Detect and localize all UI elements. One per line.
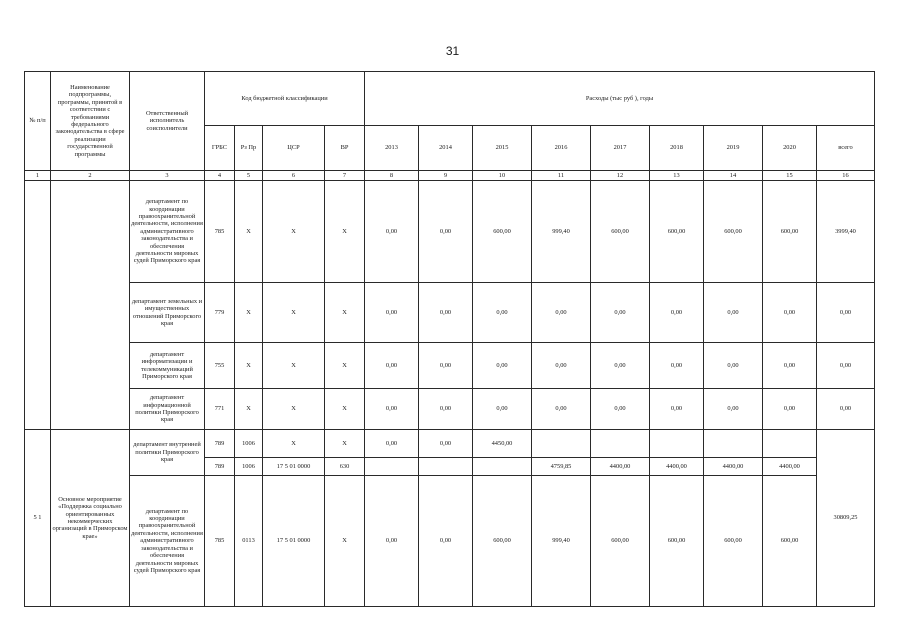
row-name-empty — [51, 181, 130, 430]
header-year-2019: 2019 — [704, 126, 763, 171]
value-2016: 0,00 — [532, 283, 591, 343]
table-row — [25, 476, 875, 607]
csr-cell: X — [263, 283, 325, 343]
table-row — [25, 343, 875, 389]
value-2015: 0,00 — [473, 389, 532, 430]
column-number: 11 — [532, 171, 591, 181]
value-2015 — [473, 458, 532, 476]
value-2020: 0,00 — [763, 343, 817, 389]
grbs-cell: 785 — [205, 476, 235, 607]
rzpr-cell: X — [235, 389, 263, 430]
column-number: 4 — [205, 171, 235, 181]
column-number: 9 — [419, 171, 473, 181]
header-year-2015: 2015 — [473, 126, 532, 171]
value-2014: 0,00 — [419, 430, 473, 458]
value-2015: 0,00 — [473, 283, 532, 343]
rzpr-cell: 1006 — [235, 458, 263, 476]
csr-cell: X — [263, 389, 325, 430]
value-2017: 600,00 — [591, 476, 650, 607]
column-number: 3 — [130, 171, 205, 181]
value-2018: 0,00 — [650, 283, 704, 343]
value-2020: 0,00 — [763, 389, 817, 430]
csr-cell: 17 5 01 0000 — [263, 458, 325, 476]
value-total: 3999,40 — [817, 181, 875, 283]
csr-cell: 17 5 01 0000 — [263, 476, 325, 607]
value-2020: 600,00 — [763, 476, 817, 607]
header-vr: ВР — [325, 126, 365, 171]
rzpr-cell: 1006 — [235, 430, 263, 458]
grbs-cell: 789 — [205, 430, 235, 458]
header-grbs: ГРБС — [205, 126, 235, 171]
grbs-cell: 771 — [205, 389, 235, 430]
value-2013: 0,00 — [365, 430, 419, 458]
value-total: 0,00 — [817, 389, 875, 430]
value-2017: 4400,00 — [591, 458, 650, 476]
value-2019: 600,00 — [704, 181, 763, 283]
value-2017: 0,00 — [591, 343, 650, 389]
section-name: Основное мероприятие «Поддержка социально ориентированных некоммерческих организаций в Приморском крае» — [51, 430, 130, 607]
value-2013 — [365, 458, 419, 476]
value-2018: 0,00 — [650, 343, 704, 389]
value-2015: 600,00 — [473, 476, 532, 607]
rzpr-cell: X — [235, 181, 263, 283]
value-2017: 0,00 — [591, 389, 650, 430]
csr-cell: X — [263, 430, 325, 458]
vr-cell: X — [325, 476, 365, 607]
header-year-2018: 2018 — [650, 126, 704, 171]
column-number: 12 — [591, 171, 650, 181]
vr-cell: 630 — [325, 458, 365, 476]
value-2017: 0,00 — [591, 283, 650, 343]
header-year-2013: 2013 — [365, 126, 419, 171]
value-2015: 600,00 — [473, 181, 532, 283]
value-2013: 0,00 — [365, 181, 419, 283]
rzpr-cell: X — [235, 283, 263, 343]
header-exec: Ответственный исполнитель соисполнители — [130, 72, 205, 171]
executor-cell: департамент по координации правоохранительной деятельности, исполнения административного законодательства и обеспечения деятельности мировых судей Приморского края — [130, 181, 205, 283]
budget-table — [24, 71, 875, 607]
value-2014 — [419, 458, 473, 476]
column-number: 2 — [51, 171, 130, 181]
table-row — [25, 389, 875, 430]
csr-cell: X — [263, 181, 325, 283]
executor-cell: департамент информационной политики Приморского края — [130, 389, 205, 430]
executor-cell: департамент информатизации и телекоммуникаций Приморского края — [130, 343, 205, 389]
vr-cell: X — [325, 389, 365, 430]
value-2016: 0,00 — [532, 343, 591, 389]
table-row — [25, 283, 875, 343]
value-2016: 0,00 — [532, 389, 591, 430]
header-year-2017: 2017 — [591, 126, 650, 171]
grbs-cell: 779 — [205, 283, 235, 343]
column-number: 6 — [263, 171, 325, 181]
value-2019: 0,00 — [704, 389, 763, 430]
grbs-cell: 789 — [205, 458, 235, 476]
value-2015: 0,00 — [473, 343, 532, 389]
header-year-2016: 2016 — [532, 126, 591, 171]
value-2018: 4400,00 — [650, 458, 704, 476]
executor-cell: департамент по координации правоохранительной деятельности, исполнения административного законодательства и обеспечения деятельности мировых судей Приморского края — [130, 476, 205, 607]
header-year-2020: 2020 — [763, 126, 817, 171]
value-total: 0,00 — [817, 283, 875, 343]
value-2020: 0,00 — [763, 283, 817, 343]
value-2018: 600,00 — [650, 476, 704, 607]
column-number: 15 — [763, 171, 817, 181]
value-2019: 600,00 — [704, 476, 763, 607]
column-number: 8 — [365, 171, 419, 181]
header-total: всего — [817, 126, 875, 171]
value-2013: 0,00 — [365, 283, 419, 343]
value-2014: 0,00 — [419, 389, 473, 430]
value-2015: 4450,00 — [473, 430, 532, 458]
value-2014: 0,00 — [419, 476, 473, 607]
header-expenses-group: Расходы (тыс руб ), годы — [365, 72, 875, 126]
grbs-cell: 785 — [205, 181, 235, 283]
header-rzpr: Рз Пр — [235, 126, 263, 171]
value-2016: 999,40 — [532, 476, 591, 607]
value-2018: 0,00 — [650, 389, 704, 430]
value-2017: 600,00 — [591, 181, 650, 283]
column-number: 13 — [650, 171, 704, 181]
value-2016 — [532, 430, 591, 458]
value-2014: 0,00 — [419, 343, 473, 389]
value-2014: 0,00 — [419, 181, 473, 283]
executor-cell: департамент земельных и имущественных отношений Приморского края — [130, 283, 205, 343]
header-code-group: Код бюджетной классификации — [205, 72, 365, 126]
column-number: 1 — [25, 171, 51, 181]
value-2017 — [591, 430, 650, 458]
table-row — [25, 181, 875, 283]
header-year-2014: 2014 — [419, 126, 473, 171]
value-2019: 0,00 — [704, 283, 763, 343]
value-total: 30809,25 — [817, 430, 875, 607]
value-total: 0,00 — [817, 343, 875, 389]
value-2013: 0,00 — [365, 476, 419, 607]
column-number: 16 — [817, 171, 875, 181]
column-number: 10 — [473, 171, 532, 181]
value-2020: 4400,00 — [763, 458, 817, 476]
rzpr-cell: 0113 — [235, 476, 263, 607]
table-row — [25, 430, 875, 458]
value-2019: 0,00 — [704, 343, 763, 389]
value-2019 — [704, 430, 763, 458]
column-number: 7 — [325, 171, 365, 181]
value-2020 — [763, 430, 817, 458]
value-2019: 4400,00 — [704, 458, 763, 476]
value-2016: 4759,85 — [532, 458, 591, 476]
column-number-row — [25, 171, 875, 181]
header-name: Наименование подпрограммы, программы, принятой в соответствии с требованиями федерального законодательства в сфере реализации государственной программы — [51, 72, 130, 171]
vr-cell: X — [325, 430, 365, 458]
section-number: 5 1 — [25, 430, 51, 607]
value-2020: 600,00 — [763, 181, 817, 283]
csr-cell: X — [263, 343, 325, 389]
value-2018 — [650, 430, 704, 458]
executor-cell: департамент внутренней политики Приморского края — [130, 430, 205, 476]
grbs-cell: 755 — [205, 343, 235, 389]
value-2014: 0,00 — [419, 283, 473, 343]
value-2016: 999,40 — [532, 181, 591, 283]
value-2018: 600,00 — [650, 181, 704, 283]
vr-cell: X — [325, 181, 365, 283]
value-2013: 0,00 — [365, 389, 419, 430]
vr-cell: X — [325, 283, 365, 343]
value-2013: 0,00 — [365, 343, 419, 389]
column-number: 14 — [704, 171, 763, 181]
vr-cell: X — [325, 343, 365, 389]
header-csr: ЦСР — [263, 126, 325, 171]
column-number: 5 — [235, 171, 263, 181]
rzpr-cell: X — [235, 343, 263, 389]
row-no-empty — [25, 181, 51, 430]
page-number: 31 — [445, 44, 460, 58]
header-no: № п/п — [25, 72, 51, 171]
